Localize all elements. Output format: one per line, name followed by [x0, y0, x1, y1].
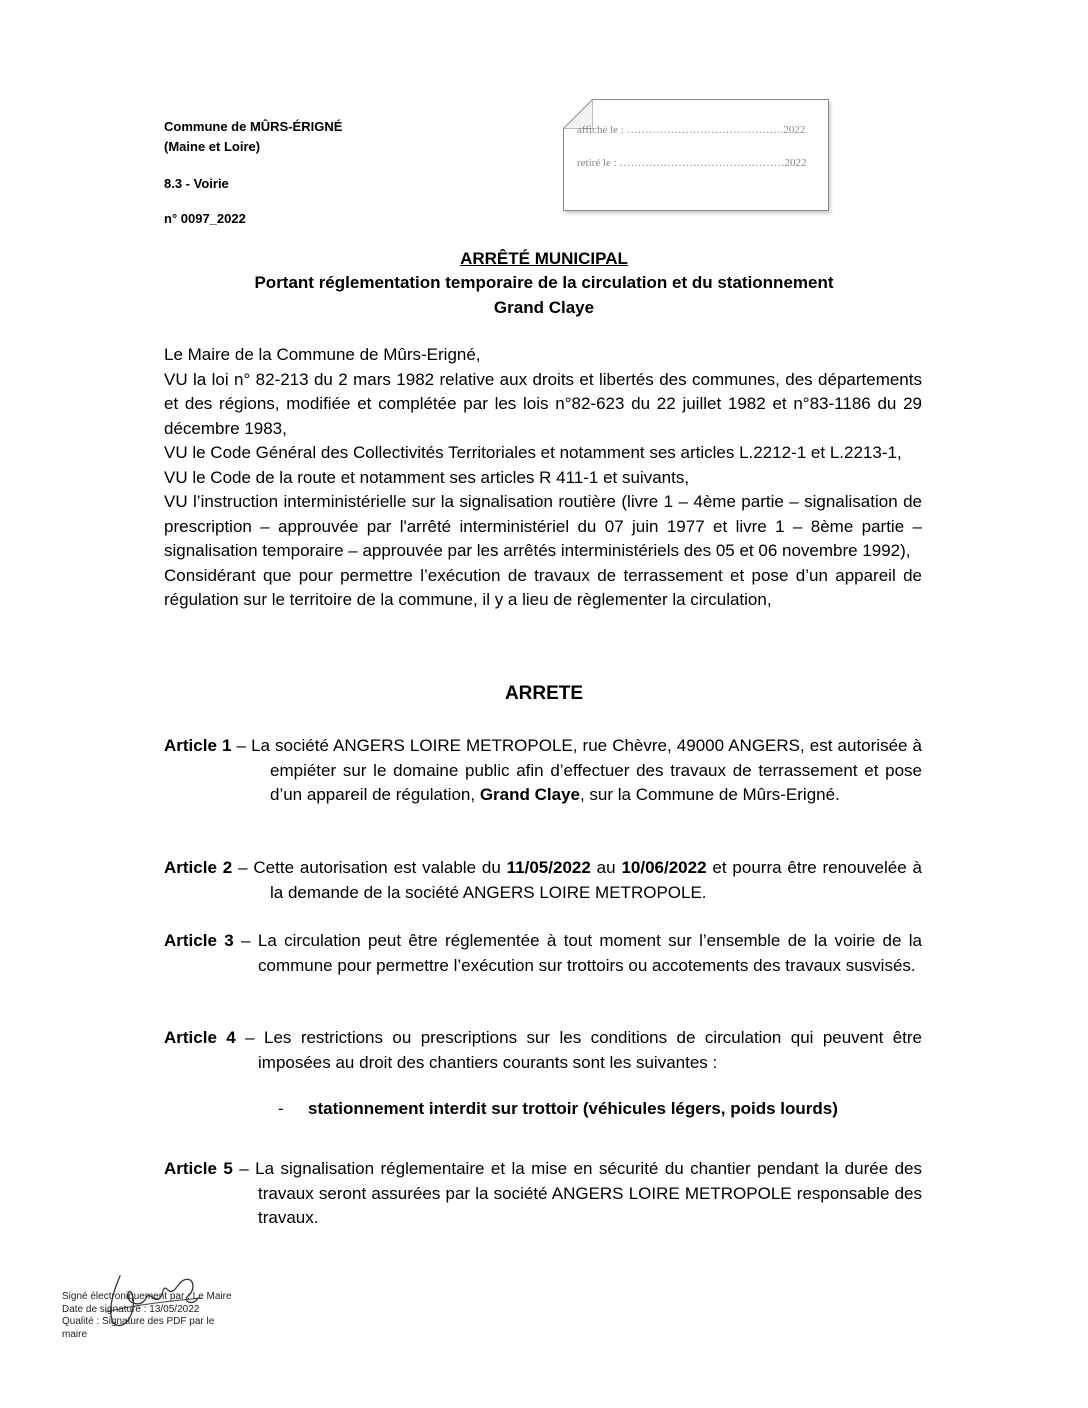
article-label: Article 2: [164, 858, 233, 877]
article-text: La circulation peut être réglementée à tout moment sur l’ensemble de la voirie de la commune pour permettre l’exécution sur trottoirs ou accotements des travaux susvisés.: [257, 931, 922, 975]
signature-quality: Qualité : Signature des PDF par le maire: [62, 1316, 215, 1340]
article-1: Article 1 – La société ANGERS LOIRE METROPOLE, rue Chèvre, 49000 ANGERS, est autorisée à empiéter sur le domaine public afin d’effectuer des travaux de terrassement et pose d’un appareil de régulation, Grand Claye, sur la Commune de Mûrs-Erigné.: [164, 736, 923, 804]
preamble-line: VU le Code de la route et notamment ses articles R 411-1 et suivants,: [164, 467, 690, 487]
preamble-line: VU l’instruction interministérielle sur la signalisation routière (livre 1 – 4ème partie – signalisation de prescription – approuvée par l'arrêté interministériel du 07 juin 1977 et livre 1 – 8ème partie – signalisation temporaire – approuvée par les arrêtés interministériels des 05 et 06 novembre 1992),: [164, 492, 922, 560]
document-location: Grand Claye: [493, 298, 595, 317]
arrete-heading: ARRETE: [504, 683, 584, 704]
signature-date: Date de signature : 13/05/2022: [62, 1303, 200, 1315]
electronic-signature-block: [62, 1291, 232, 1341]
arrete-number: n° 0097_2022: [164, 211, 246, 226]
document-subtitle: Portant réglementation temporaire de la circulation et du stationnement: [254, 273, 834, 292]
article-label: Article 1: [164, 736, 232, 755]
preamble-line: VU le Code Général des Collectivités Territoriales et notamment ses articles L.2212-1 et L.2213-1,: [164, 443, 902, 462]
article-label: Article 3: [164, 931, 234, 950]
article-text: Les restrictions ou prescriptions sur les conditions de circulation qui peuvent être imposées au droit des chantiers courants sont les suivantes :: [258, 1028, 923, 1072]
article-text: La signalisation réglementaire et la mise en sécurité du chantier pendant la durée des travaux seront assurées par la société ANGERS LOIRE METROPOLE responsable des travaux.: [255, 1159, 922, 1227]
article-4: Article 4 – Les restrictions ou prescriptions sur les conditions de circulation qui peuvent être imposées au droit des chantiers courants sont les suivantes :: [164, 1028, 923, 1072]
start-date: 11/05/2022: [506, 858, 591, 877]
end-date: 10/06/2022: [621, 858, 707, 877]
removed-date-line: retiré le : ………………………………………2022: [577, 157, 807, 169]
posted-date-line: affiché le : …………………………………….2022: [577, 124, 806, 136]
article-label: Article 5: [164, 1159, 233, 1178]
article-4-bullet: - stationnement interdit sur trottoir (véhicules légers, poids lourds): [278, 1099, 838, 1118]
article-label: Article 4: [164, 1028, 236, 1047]
article-text: La société ANGERS LOIRE METROPOLE, rue Chèvre, 49000 ANGERS, est autorisée à empiéter sur le domaine public afin d’effectuer des travaux de terrassement et pose d’un appareil de régulation,: [251, 736, 923, 804]
preamble-line: VU la loi n° 82-213 du 2 mars 1982 relative aux droits et libertés des communes, des départements et des régions, modifiée et complétée par les lois n°82-623 du 22 juillet 1982 et n°83-1186 du 29 décembre 1983,: [164, 369, 922, 438]
posting-note-box: [563, 99, 829, 211]
signature-signer: Signé électroniquement par : Le Maire: [62, 1291, 232, 1302]
commune-name: Commune de MÛRS-ÉRIGNÉ: [164, 119, 343, 134]
article-3: Article 3 – La circulation peut être réglementée à tout moment sur l’ensemble de la voirie de la commune pour permettre l’exécution sur trottoirs ou accotements des travaux susvisés.: [164, 931, 922, 975]
departement: (Maine et Loire): [164, 139, 261, 154]
article-2: Article 2 – Cette autorisation est valable du 11/05/2022 au 10/06/2022 et pourra être renouvelée à la demande de la société ANGERS LOIRE METROPOLE.: [164, 858, 922, 902]
preamble-line: Considérant que pour permettre l’exécution de travaux de terrassement et pose d’un appareil de régulation sur le territoire de la commune, il y a lieu de règlementer la circulation,: [164, 565, 922, 609]
preamble-line: Le Maire de la Commune de Mûrs-Erigné,: [164, 345, 481, 364]
document-title: ARRÊTÉ MUNICIPAL: [460, 249, 628, 268]
article-5: Article 5 – La signalisation réglementaire et la mise en sécurité du chantier pendant la durée des travaux seront assurées par la société ANGERS LOIRE METROPOLE responsable des travaux.: [164, 1159, 922, 1227]
article-location: Grand Claye: [479, 785, 580, 804]
classification: 8.3 - Voirie: [164, 176, 229, 191]
preamble: [164, 343, 922, 613]
